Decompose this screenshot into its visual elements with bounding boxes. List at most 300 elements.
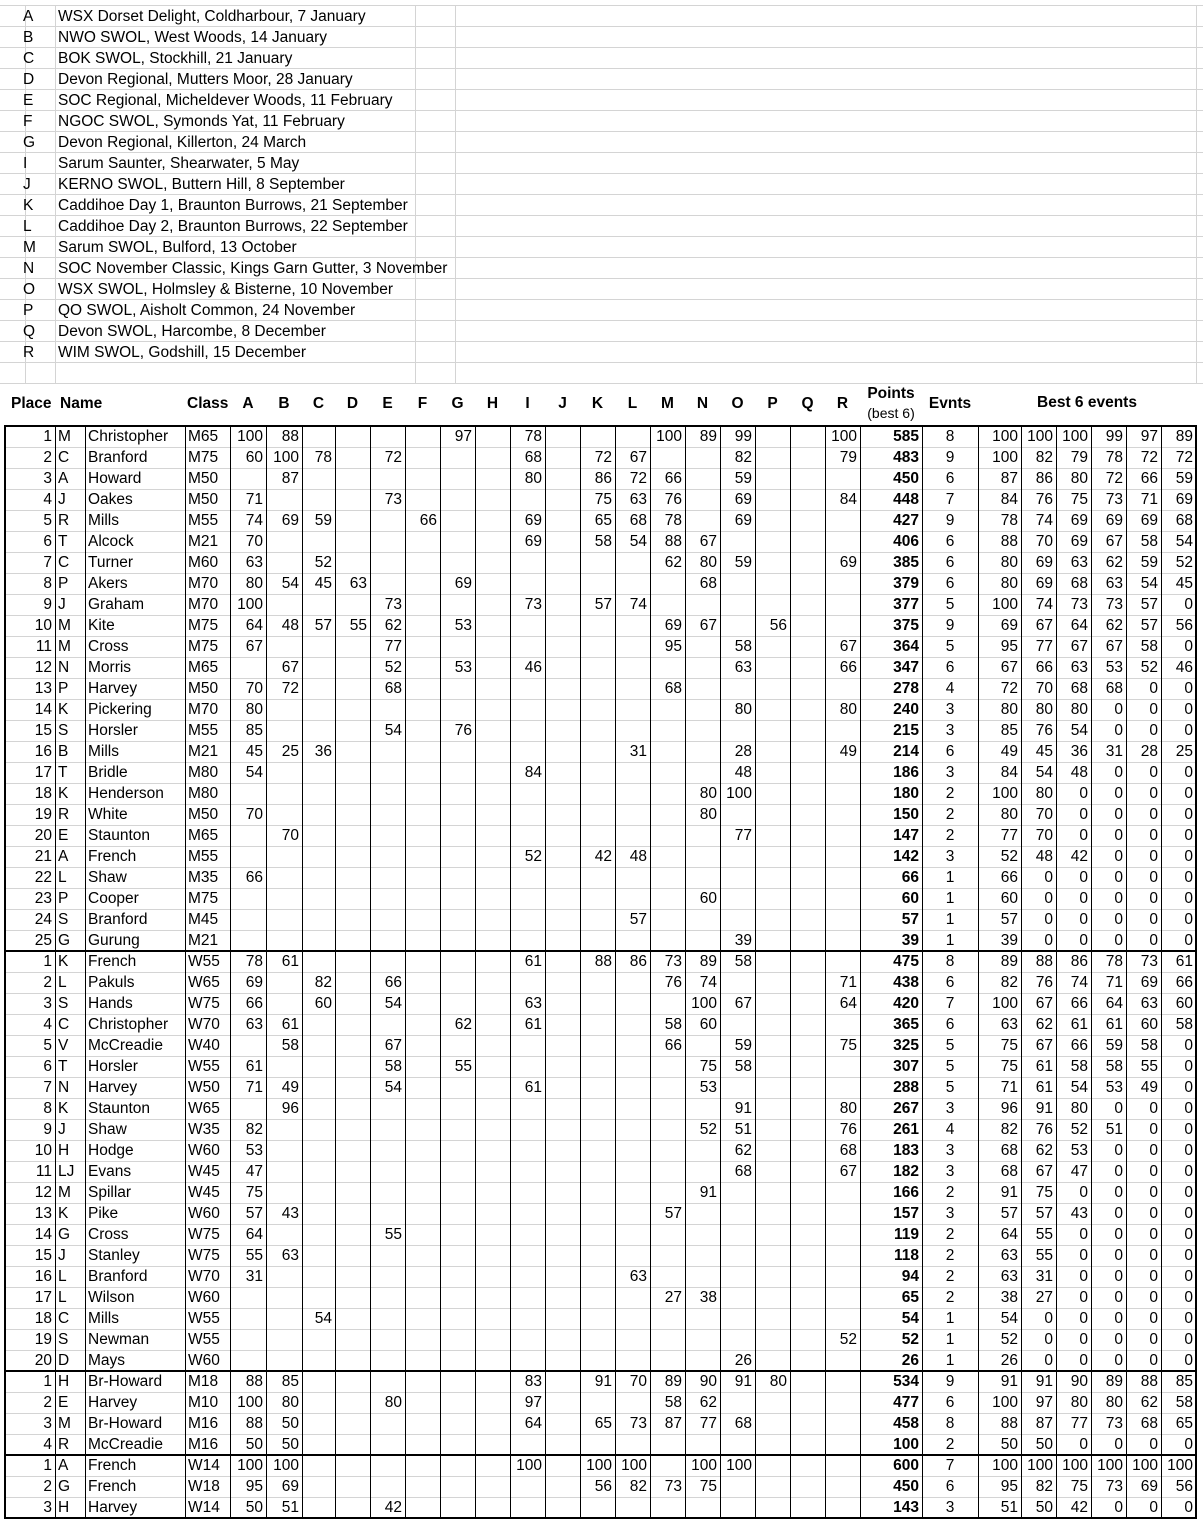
- event-score[interactable]: 59: [314, 512, 332, 529]
- event-score[interactable]: 91: [734, 1100, 752, 1117]
- event-score[interactable]: 48: [734, 764, 752, 781]
- event-score[interactable]: 59: [734, 470, 752, 487]
- place: 4: [43, 1436, 52, 1453]
- event-score[interactable]: 80: [281, 1394, 299, 1411]
- event-score[interactable]: 31: [245, 1268, 263, 1285]
- event-score[interactable]: 50: [245, 1436, 263, 1453]
- header-event-a[interactable]: A: [242, 395, 254, 412]
- event-score[interactable]: 56: [594, 1478, 612, 1495]
- event-score[interactable]: 64: [245, 617, 263, 634]
- best-event-score: 0: [1149, 1205, 1158, 1222]
- event-score[interactable]: 74: [629, 596, 647, 613]
- event-score[interactable]: 100: [273, 449, 299, 466]
- event-score[interactable]: 78: [664, 512, 682, 529]
- best-event-score: 0: [1079, 1436, 1088, 1453]
- surname: Graham: [88, 596, 144, 613]
- header-event-m[interactable]: M: [661, 395, 674, 412]
- event-score[interactable]: 27: [664, 1289, 682, 1306]
- best-event-score: 86: [1070, 953, 1088, 970]
- header-place[interactable]: Place: [11, 395, 52, 412]
- event-score[interactable]: 78: [245, 953, 263, 970]
- best-event-score: 69: [1105, 512, 1123, 529]
- header-event-k[interactable]: K: [591, 395, 604, 412]
- event-score[interactable]: 60: [314, 995, 332, 1012]
- event-score[interactable]: 61: [245, 1058, 263, 1075]
- event-score[interactable]: 54: [384, 1079, 402, 1096]
- event-score[interactable]: 74: [699, 974, 717, 991]
- event-score[interactable]: 80: [245, 575, 263, 592]
- header-event-d[interactable]: D: [346, 395, 359, 412]
- event-score[interactable]: 70: [281, 827, 299, 844]
- event-score[interactable]: 73: [664, 953, 682, 970]
- event-score[interactable]: 63: [629, 1268, 647, 1285]
- event-score[interactable]: 77: [734, 827, 752, 844]
- event-score[interactable]: 55: [349, 617, 367, 634]
- event-score[interactable]: 50: [281, 1436, 299, 1453]
- best-event-score: 100: [1167, 1457, 1193, 1474]
- event-score[interactable]: 57: [314, 617, 332, 634]
- event-score[interactable]: 70: [245, 533, 263, 550]
- event-score[interactable]: 100: [691, 995, 717, 1012]
- initial: C: [58, 1310, 70, 1327]
- events-count: 6: [945, 533, 955, 550]
- event-score[interactable]: 95: [664, 638, 682, 655]
- points-total: 60: [901, 890, 919, 907]
- event-score[interactable]: 76: [839, 1121, 857, 1138]
- event-score[interactable]: 64: [524, 1415, 542, 1432]
- event-score[interactable]: 87: [664, 1415, 682, 1432]
- header-event-n[interactable]: N: [696, 395, 709, 412]
- event-score[interactable]: 100: [273, 1457, 299, 1474]
- best-event-score: 56: [1175, 617, 1193, 634]
- event-score[interactable]: 72: [384, 449, 402, 466]
- event-score[interactable]: 36: [314, 743, 332, 760]
- event-score[interactable]: 67: [839, 1163, 857, 1180]
- event-score[interactable]: 100: [831, 428, 857, 445]
- initial: G: [58, 1478, 71, 1495]
- event-score[interactable]: 100: [726, 1457, 752, 1474]
- event-score[interactable]: 66: [419, 512, 437, 529]
- event-score[interactable]: 88: [245, 1373, 263, 1390]
- event-score[interactable]: 82: [314, 974, 332, 991]
- event-score[interactable]: 38: [699, 1289, 717, 1306]
- event-score[interactable]: 71: [245, 1079, 263, 1096]
- event-score[interactable]: 54: [314, 1310, 332, 1327]
- event-score[interactable]: 82: [629, 1478, 647, 1495]
- event-score[interactable]: 78: [314, 449, 332, 466]
- initial: H: [58, 1499, 70, 1516]
- event-score[interactable]: 67: [384, 1037, 402, 1054]
- best-event-score: 68: [1000, 1142, 1018, 1159]
- event-score[interactable]: 58: [384, 1058, 402, 1075]
- event-score[interactable]: 42: [384, 1499, 402, 1516]
- event-score[interactable]: 58: [594, 533, 612, 550]
- event-score[interactable]: 71: [839, 974, 857, 991]
- event-score[interactable]: 67: [839, 638, 857, 655]
- event-score[interactable]: 68: [384, 680, 402, 697]
- event-score[interactable]: 84: [524, 764, 542, 781]
- event-score[interactable]: 53: [454, 659, 472, 676]
- event-score[interactable]: 68: [524, 449, 542, 466]
- event-score[interactable]: 95: [245, 1478, 263, 1495]
- header-name[interactable]: Name: [60, 395, 103, 412]
- best-event-score: 48: [1035, 848, 1053, 865]
- event-score[interactable]: 61: [524, 1079, 542, 1096]
- event-score[interactable]: 60: [245, 449, 263, 466]
- event-score[interactable]: 55: [454, 1058, 472, 1075]
- event-score[interactable]: 25: [281, 743, 299, 760]
- event-score[interactable]: 31: [629, 743, 647, 760]
- best-event-score: 62: [1035, 1016, 1053, 1033]
- best-event-score: 76: [1035, 722, 1053, 739]
- event-score[interactable]: 88: [281, 428, 299, 445]
- event-score[interactable]: 57: [664, 1205, 682, 1222]
- grid-line: [5, 1329, 1196, 1330]
- event-score[interactable]: 50: [245, 1499, 263, 1516]
- event-score[interactable]: 73: [524, 596, 542, 613]
- event-score[interactable]: 80: [384, 1394, 402, 1411]
- event-score[interactable]: 68: [664, 680, 682, 697]
- best-event-score: 72: [1175, 449, 1193, 466]
- event-score[interactable]: 69: [245, 974, 263, 991]
- event-score[interactable]: 62: [734, 1142, 752, 1159]
- event-score[interactable]: 73: [664, 1478, 682, 1495]
- event-score[interactable]: 80: [699, 554, 717, 571]
- header-event-l[interactable]: L: [627, 395, 638, 412]
- event-score[interactable]: 46: [524, 659, 542, 676]
- header-event-g[interactable]: G: [451, 395, 464, 412]
- header-event-q[interactable]: Q: [801, 395, 814, 412]
- event-score[interactable]: 97: [524, 1394, 542, 1411]
- best-event-score: 66: [1070, 1037, 1088, 1054]
- table-border: [825, 426, 826, 1518]
- event-score[interactable]: 75: [594, 491, 612, 508]
- event-score[interactable]: 99: [734, 428, 752, 445]
- event-score[interactable]: 66: [664, 470, 682, 487]
- event-score[interactable]: 80: [734, 701, 752, 718]
- event-score[interactable]: 54: [384, 722, 402, 739]
- event-score[interactable]: 59: [734, 1037, 752, 1054]
- events-count: 6: [945, 575, 955, 592]
- event-score[interactable]: 49: [839, 743, 857, 760]
- event-score[interactable]: 57: [629, 911, 647, 928]
- event-score[interactable]: 67: [245, 638, 263, 655]
- event-score[interactable]: 80: [769, 1373, 787, 1390]
- event-score[interactable]: 64: [839, 995, 857, 1012]
- event-score[interactable]: 48: [281, 617, 299, 634]
- event-score[interactable]: 62: [664, 554, 682, 571]
- event-score[interactable]: 60: [699, 1016, 717, 1033]
- class: W14: [188, 1457, 220, 1474]
- event-score[interactable]: 63: [245, 1016, 263, 1033]
- event-score[interactable]: 69: [734, 512, 752, 529]
- event-score[interactable]: 51: [734, 1121, 752, 1138]
- points-total: 119: [893, 1226, 919, 1243]
- event-score[interactable]: 80: [699, 785, 717, 802]
- event-score[interactable]: 76: [664, 974, 682, 991]
- header-event-b[interactable]: B: [278, 395, 290, 412]
- best-event-score: 91: [1000, 1184, 1018, 1201]
- event-score[interactable]: 49: [281, 1079, 299, 1096]
- header-event-o[interactable]: O: [731, 395, 744, 412]
- event-score[interactable]: 69: [281, 512, 299, 529]
- best-event-score: 68: [1175, 512, 1193, 529]
- event-score[interactable]: 54: [281, 575, 299, 592]
- event-score[interactable]: 91: [699, 1184, 717, 1201]
- event-score[interactable]: 66: [384, 974, 402, 991]
- event-score[interactable]: 63: [281, 1247, 299, 1264]
- event-score[interactable]: 85: [281, 1373, 299, 1390]
- event-score[interactable]: 58: [281, 1037, 299, 1054]
- event-score[interactable]: 100: [516, 1457, 542, 1474]
- event-score[interactable]: 80: [245, 701, 263, 718]
- event-score[interactable]: 58: [664, 1394, 682, 1411]
- event-score[interactable]: 73: [629, 1415, 647, 1432]
- class: W14: [188, 1499, 220, 1516]
- event-score[interactable]: 28: [734, 743, 752, 760]
- event-score[interactable]: 72: [629, 470, 647, 487]
- best-event-score: 72: [1140, 449, 1158, 466]
- event-score[interactable]: 68: [734, 1163, 752, 1180]
- table-border: [1161, 426, 1162, 1518]
- event-score[interactable]: 73: [384, 596, 402, 613]
- event-score[interactable]: 72: [281, 680, 299, 697]
- events-count: 8: [945, 428, 955, 445]
- event-score[interactable]: 53: [699, 1079, 717, 1096]
- grid-line: [5, 1497, 1196, 1498]
- event-score[interactable]: 68: [629, 512, 647, 529]
- best-event-score: 0: [1044, 869, 1053, 886]
- event-score[interactable]: 100: [656, 428, 682, 445]
- event-score[interactable]: 66: [839, 659, 857, 676]
- best-event-score: 88: [1140, 1373, 1158, 1390]
- event-score[interactable]: 75: [245, 1184, 263, 1201]
- event-score[interactable]: 76: [454, 722, 472, 739]
- event-score[interactable]: 47: [245, 1163, 263, 1180]
- event-score[interactable]: 67: [281, 659, 299, 676]
- event-score[interactable]: 68: [734, 1415, 752, 1432]
- event-score[interactable]: 70: [629, 1373, 647, 1390]
- header-event-p[interactable]: P: [767, 395, 778, 412]
- event-score[interactable]: 58: [734, 638, 752, 655]
- event-score[interactable]: 59: [734, 554, 752, 571]
- event-score[interactable]: 69: [281, 1478, 299, 1495]
- initial: C: [58, 1016, 70, 1033]
- event-score[interactable]: 60: [699, 890, 717, 907]
- event-score[interactable]: 70: [245, 806, 263, 823]
- event-score[interactable]: 85: [245, 722, 263, 739]
- best-event-score: 68: [1105, 680, 1123, 697]
- event-score[interactable]: 97: [454, 428, 472, 445]
- event-score[interactable]: 61: [281, 1016, 299, 1033]
- class: W50: [188, 1079, 220, 1096]
- best-event-score: 54: [1140, 575, 1158, 592]
- event-score[interactable]: 56: [769, 617, 787, 634]
- event-score[interactable]: 48: [629, 848, 647, 865]
- event-score[interactable]: 86: [629, 953, 647, 970]
- header-event-j[interactable]: J: [558, 395, 567, 412]
- header-points[interactable]: Points: [867, 385, 915, 402]
- event-score[interactable]: 96: [281, 1100, 299, 1117]
- event-score[interactable]: 89: [699, 428, 717, 445]
- event-score[interactable]: 63: [524, 995, 542, 1012]
- header-event-h[interactable]: H: [486, 395, 499, 412]
- event-score[interactable]: 58: [734, 953, 752, 970]
- event-score[interactable]: 62: [699, 1394, 717, 1411]
- event-score[interactable]: 83: [524, 1373, 542, 1390]
- event-score[interactable]: 76: [664, 491, 682, 508]
- event-score[interactable]: 63: [245, 554, 263, 571]
- event-score[interactable]: 82: [734, 449, 752, 466]
- event-score[interactable]: 80: [524, 470, 542, 487]
- surname: McCreadie: [88, 1436, 163, 1453]
- event-score[interactable]: 100: [237, 1457, 263, 1474]
- event-score[interactable]: 69: [664, 617, 682, 634]
- event-score[interactable]: 61: [281, 953, 299, 970]
- event-score[interactable]: 69: [524, 533, 542, 550]
- event-score[interactable]: 52: [384, 659, 402, 676]
- best-event-score: 0: [1149, 1247, 1158, 1264]
- event-score[interactable]: 88: [664, 533, 682, 550]
- event-score[interactable]: 82: [245, 1121, 263, 1138]
- event-score[interactable]: 86: [594, 470, 612, 487]
- event-score[interactable]: 57: [245, 1205, 263, 1222]
- event-score[interactable]: 66: [245, 995, 263, 1012]
- event-score[interactable]: 42: [594, 848, 612, 865]
- event-score[interactable]: 66: [245, 869, 263, 886]
- event-score[interactable]: 89: [664, 1373, 682, 1390]
- event-score[interactable]: 100: [237, 596, 263, 613]
- event-score[interactable]: 54: [384, 995, 402, 1012]
- event-score[interactable]: 69: [524, 512, 542, 529]
- header-events-count[interactable]: Evnts: [928, 395, 972, 412]
- event-score[interactable]: 100: [621, 1457, 647, 1474]
- event-score[interactable]: 43: [281, 1205, 299, 1222]
- event-score[interactable]: 61: [524, 1016, 542, 1033]
- event-score[interactable]: 61: [524, 953, 542, 970]
- event-score[interactable]: 50: [281, 1415, 299, 1432]
- event-score[interactable]: 67: [699, 617, 717, 634]
- event-score[interactable]: 63: [349, 575, 367, 592]
- best-event-score: 0: [1079, 1184, 1088, 1201]
- header-event-c[interactable]: C: [312, 395, 325, 412]
- event-score[interactable]: 52: [314, 554, 332, 571]
- header-event-r[interactable]: R: [836, 395, 849, 412]
- header-event-i[interactable]: I: [525, 395, 530, 412]
- event-score[interactable]: 63: [629, 491, 647, 508]
- event-score[interactable]: 55: [245, 1247, 263, 1264]
- event-score[interactable]: 62: [384, 617, 402, 634]
- event-score[interactable]: 69: [734, 491, 752, 508]
- best-event-score: 0: [1149, 806, 1158, 823]
- event-score[interactable]: 75: [699, 1478, 717, 1495]
- event-score[interactable]: 89: [699, 953, 717, 970]
- event-score[interactable]: 45: [314, 575, 332, 592]
- header-class[interactable]: Class: [187, 395, 229, 412]
- event-score[interactable]: 65: [594, 512, 612, 529]
- event-score[interactable]: 84: [839, 491, 857, 508]
- event-score[interactable]: 100: [586, 1457, 612, 1474]
- place: 3: [43, 1499, 52, 1516]
- header-event-e[interactable]: E: [382, 395, 393, 412]
- event-score[interactable]: 66: [664, 1037, 682, 1054]
- grid-line: [5, 573, 1196, 574]
- event-score[interactable]: 55: [384, 1226, 402, 1243]
- event-score[interactable]: 52: [524, 848, 542, 865]
- event-score[interactable]: 62: [454, 1016, 472, 1033]
- event-score[interactable]: 100: [237, 1394, 263, 1411]
- event-score[interactable]: 58: [734, 1058, 752, 1075]
- event-score[interactable]: 64: [245, 1226, 263, 1243]
- event-score[interactable]: 67: [734, 995, 752, 1012]
- event-score[interactable]: 71: [245, 491, 263, 508]
- event-score[interactable]: 91: [594, 1373, 612, 1390]
- event-score[interactable]: 52: [839, 1331, 857, 1348]
- event-score[interactable]: 88: [245, 1415, 263, 1432]
- event-score[interactable]: 67: [699, 533, 717, 550]
- event-score[interactable]: 65: [594, 1415, 612, 1432]
- best-event-score: 91: [1035, 1100, 1053, 1117]
- event-score[interactable]: 26: [734, 1352, 752, 1369]
- event-score[interactable]: 73: [384, 491, 402, 508]
- event-score[interactable]: 72: [594, 449, 612, 466]
- event-score[interactable]: 69: [839, 554, 857, 571]
- event-score[interactable]: 52: [699, 1121, 717, 1138]
- points-total: 420: [893, 995, 919, 1012]
- event-score[interactable]: 70: [245, 680, 263, 697]
- header-best-6-events[interactable]: Best 6 events: [1037, 394, 1137, 411]
- event-score[interactable]: 77: [384, 638, 402, 655]
- event-score[interactable]: 39: [734, 932, 752, 949]
- event-score[interactable]: 100: [726, 785, 752, 802]
- class: W45: [188, 1163, 220, 1180]
- event-score[interactable]: 77: [699, 1415, 717, 1432]
- event-score[interactable]: 68: [699, 575, 717, 592]
- event-score[interactable]: 87: [281, 470, 299, 487]
- event-score[interactable]: 75: [839, 1037, 857, 1054]
- event-score[interactable]: 53: [454, 617, 472, 634]
- header-event-f[interactable]: F: [417, 395, 428, 412]
- event-score[interactable]: 69: [454, 575, 472, 592]
- event-score[interactable]: 63: [734, 659, 752, 676]
- event-score[interactable]: 54: [629, 533, 647, 550]
- event-score[interactable]: 100: [237, 428, 263, 445]
- event-score[interactable]: 91: [734, 1373, 752, 1390]
- event-score[interactable]: 90: [699, 1373, 717, 1390]
- event-score[interactable]: 54: [245, 764, 263, 781]
- event-score[interactable]: 67: [629, 449, 647, 466]
- event-score[interactable]: 45: [245, 743, 263, 760]
- event-score[interactable]: 80: [699, 806, 717, 823]
- event-score[interactable]: 68: [839, 1142, 857, 1159]
- best-event-score: 82: [1000, 1121, 1018, 1138]
- event-score[interactable]: 58: [664, 1016, 682, 1033]
- event-score[interactable]: 75: [699, 1058, 717, 1075]
- event-score[interactable]: 88: [594, 953, 612, 970]
- event-score[interactable]: 53: [245, 1142, 263, 1159]
- best-event-score: 0: [1184, 1100, 1193, 1117]
- event-score[interactable]: 100: [691, 1457, 717, 1474]
- best-event-score: 0: [1114, 764, 1123, 781]
- event-score[interactable]: 78: [524, 428, 542, 445]
- event-score[interactable]: 80: [839, 1100, 857, 1117]
- event-score[interactable]: 51: [281, 1499, 299, 1516]
- surname: Kite: [88, 617, 115, 634]
- event-score[interactable]: 57: [594, 596, 612, 613]
- event-score[interactable]: 80: [839, 701, 857, 718]
- event-score[interactable]: 79: [839, 449, 857, 466]
- event-score[interactable]: 74: [245, 512, 263, 529]
